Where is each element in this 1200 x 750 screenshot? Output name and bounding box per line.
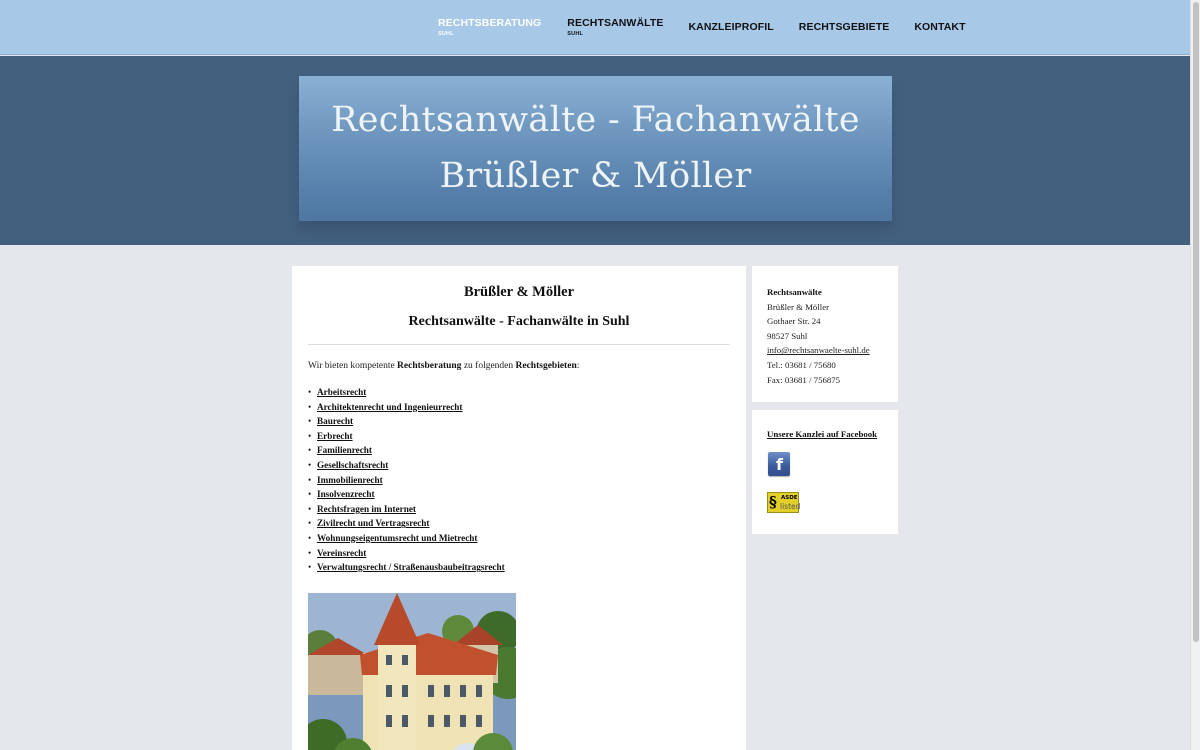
email-link[interactable]: info@rechtsanwaelte-suhl.de — [767, 345, 870, 356]
list-item — [308, 414, 730, 429]
list-item — [308, 385, 730, 400]
page-subtitle: Rechtsanwälte - Fachanwälte in Suhl — [408, 314, 630, 329]
intro-part: Wir bieten kompetente — [308, 361, 398, 371]
facebook-icon[interactable] — [768, 452, 790, 476]
list-item — [308, 429, 730, 444]
nav-item-rechtsgebiete[interactable]: RECHTSGEBIETE — [798, 21, 890, 33]
header-banner — [299, 76, 892, 221]
contact-name: Brüßler & Möller — [767, 301, 830, 312]
banner-line-2: Brüßler & Möller — [439, 156, 752, 196]
list-item — [308, 400, 730, 415]
banner-line-1: Rechtsanwälte - Fachanwälte — [331, 100, 860, 140]
practice-area-link[interactable]: Vereinsrecht — [317, 547, 367, 558]
facebook-icon-letter: f — [776, 455, 783, 474]
practice-area-list — [308, 385, 730, 575]
vertical-scrollbar[interactable] — [1190, 0, 1200, 750]
practice-area-link[interactable]: Zivilrecht und Vertragsrecht — [317, 518, 430, 529]
office-building-photo — [308, 593, 516, 750]
practice-area-link[interactable]: Baurecht — [317, 416, 354, 427]
main-content — [292, 266, 746, 750]
list-item — [308, 473, 730, 488]
nav-item-label: RECHTSANWÄLTE — [567, 17, 664, 29]
intro-bold: Rechtsgebieten — [515, 361, 577, 371]
badge-mark: § — [769, 493, 777, 511]
badge-line-1: ASDE — [781, 495, 798, 501]
scrollbar-thumb[interactable] — [1193, 2, 1199, 642]
practice-area-link[interactable]: Familienrecht — [317, 445, 372, 456]
nav-item-rechtsanwaelte[interactable] — [567, 17, 663, 37]
list-item — [308, 560, 730, 575]
facebook-link[interactable]: Unsere Kanzlei auf Facebook — [767, 429, 878, 439]
badge-line-2: listed — [780, 502, 801, 511]
social-box — [752, 410, 898, 534]
contact-email-row — [767, 343, 883, 358]
header-band — [0, 56, 1190, 245]
list-item — [308, 458, 730, 473]
practice-area-link[interactable]: Immobilienrecht — [317, 474, 383, 485]
contact-heading: Rechtsanwälte — [767, 287, 822, 297]
top-nav-bar — [0, 0, 1190, 55]
page-title: Brüßler & Möller — [463, 284, 575, 300]
practice-area-link[interactable]: Architektenrecht und Ingenieurrecht — [317, 401, 463, 412]
intro-part: : — [576, 361, 580, 371]
practice-area-link[interactable]: Wohnungseigentumsrecht und Mietrecht — [317, 532, 478, 543]
divider — [308, 344, 730, 345]
practice-area-link[interactable]: Rechtsfragen im Internet — [317, 503, 416, 514]
asde-listed-badge[interactable] — [767, 492, 799, 513]
list-item — [308, 516, 730, 531]
building-illustration — [308, 593, 516, 750]
practice-area-link[interactable]: Arbeitsrecht — [317, 387, 367, 397]
nav-item-kontakt[interactable]: KONTAKT — [914, 21, 966, 33]
practice-area-link[interactable]: Erbrecht — [317, 430, 353, 441]
list-item — [308, 443, 730, 458]
contact-street: Gothaer Str. 24 — [767, 316, 821, 327]
list-item — [308, 546, 730, 561]
main-nav — [438, 17, 966, 37]
contact-phone: Tel.: 03681 / 75680 — [767, 359, 836, 370]
intro-text — [308, 361, 730, 371]
practice-area-link[interactable]: Verwaltungsrecht / Straßenausbaubeitragsrecht — [317, 562, 505, 573]
intro-bold: Rechtsberatung — [397, 361, 462, 371]
nav-item-sub: SUHL — [438, 31, 454, 37]
contact-box — [752, 266, 898, 402]
nav-item-rechtsberatung[interactable] — [438, 17, 541, 37]
nav-item-kanzleiprofil[interactable]: KANZLEIPROFIL — [688, 21, 774, 33]
practice-area-link[interactable]: Insolvenzrecht — [317, 489, 375, 500]
contact-city: 98527 Suhl — [767, 330, 808, 341]
nav-item-label: RECHTSBERATUNG — [438, 17, 542, 29]
list-item — [308, 531, 730, 546]
intro-part: zu folgenden — [461, 361, 516, 371]
nav-item-sub: SUHL — [567, 31, 584, 37]
list-item — [308, 502, 730, 517]
contact-fax: Fax: 03681 / 756875 — [767, 374, 841, 385]
list-item — [308, 487, 730, 502]
practice-area-link[interactable]: Gesellschaftsrecht — [317, 459, 389, 470]
